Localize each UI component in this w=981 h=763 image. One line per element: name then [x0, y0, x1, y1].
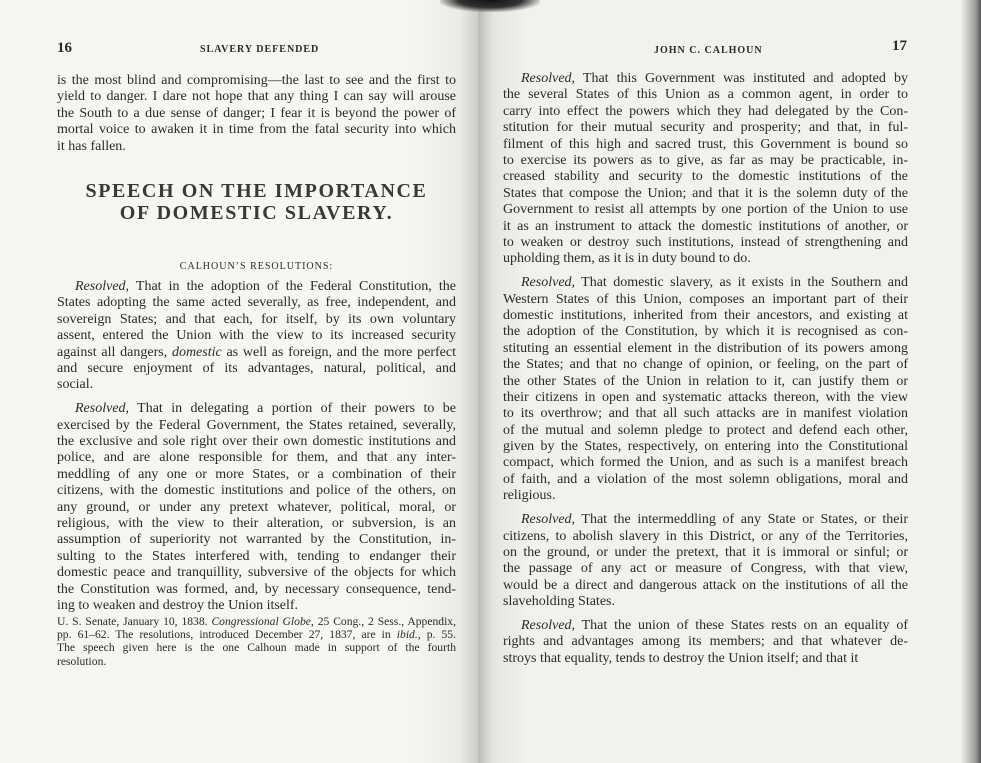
text-line: citizens, with the domestic institutions and police of the others, on [57, 483, 456, 499]
text-segment: pp. 61–62. The resolutions, introduced December 27, 1837, are in [57, 628, 397, 642]
resolution-paragraph [503, 275, 908, 504]
text-line: sovereign States; and that each, for itself, by its own voluntary [57, 311, 456, 327]
text-line: Government to resist all attempts by one portion of the Union to use [503, 202, 908, 218]
text-segment: p. 55. [420, 628, 456, 642]
text-line [503, 512, 908, 528]
resolution-paragraph [503, 618, 908, 667]
paragraph [57, 73, 456, 155]
text-line: religious. [503, 488, 556, 504]
text-line: would be a direct and dangerous attack on the institutions of all the [503, 577, 908, 593]
text-line: Western States of this Union, composes an important part of their [503, 291, 908, 307]
text-line: it as an instrument to attack the domestic institutions of another, or [503, 218, 908, 234]
text-line: mortal voice to awaken it in time from the fatal security into which [57, 122, 456, 138]
text-line: and secure enjoyment of its advantages, natural, political, and [57, 360, 456, 376]
text-line: given by the States, respectively, on entering into the Constitutional [503, 439, 908, 455]
text-line: creased stability and security to the domestic institutions of the [503, 169, 908, 185]
text-line: to weaken or destroy such institutions, instead of strengthening and [503, 234, 908, 250]
text-line: assumption of superiority not warranted by the Constitution, in- [57, 532, 456, 548]
text-segment: That domestic slavery, as it exists in the Southern and [575, 275, 908, 291]
italic-text: Resolved, [521, 275, 576, 291]
text-line: to its overthrow; and that all such attacks are in manifest violation [503, 406, 908, 422]
text-line: carry into effect the powers which they had delegated by the Con- [503, 103, 908, 119]
italic-text: Resolved, [75, 401, 130, 417]
text-line: rights and advantages among its members; and that whatever de- [503, 634, 908, 650]
running-head: JOHN C. CALHOUN [654, 45, 763, 56]
page-number: 17 [892, 38, 907, 54]
text-line: police, and are alone responsible for them, and that any inter- [57, 450, 456, 466]
text-segment: That the union of these States rests on an equality of [575, 618, 908, 633]
text-line: ing to weaken and destroy the Union itself. [57, 597, 299, 613]
speech-title-line1: SPEECH ON THE IMPORTANCE [85, 180, 428, 202]
text-line: assent, entered the Union with the view to its increased security [57, 328, 456, 344]
text-line: social. [57, 377, 94, 393]
running-head: SLAVERY DEFENDED [200, 44, 320, 55]
text-line: the other States of the Union in relation to it, can justify them or [503, 373, 908, 389]
text-line: filment of this high and sacred trust, this Government is bound so [503, 136, 908, 152]
text-line: the Constitution was formed, and, by necessary consequence, tend- [57, 581, 456, 597]
resolution-paragraph [57, 279, 456, 394]
text-line: resolution. [57, 654, 107, 668]
text-segment: That this Government was instituted and adopted by [575, 71, 908, 86]
text-line: stituting an essential element in the distribution of its powers among [503, 340, 908, 356]
text-line: it has fallen. [57, 138, 126, 154]
text-segment: That the intermeddling of any State or States, or their [575, 512, 908, 528]
text-segment: U. S. Senate, January 10, 1838. [57, 615, 212, 628]
text-line: the several States of this Union as a common agent, in order to [503, 87, 908, 103]
text-line: exercised by the Federal Government, the States retained, severally, [57, 417, 456, 433]
resolutions-right [503, 71, 908, 675]
text-line: yield to danger. I dare not hope that any thing I can say will arouse [57, 89, 456, 105]
text-line: meddling of any one or more States, or a combination of their [57, 466, 456, 482]
text-line: of the mutual and solemn pledge to protect and defend each other, [503, 422, 908, 438]
text-line: their citizens in open and systematic attacks thereon, with the view [503, 389, 908, 405]
text-line: upholding them, as it is in duty bound to do. [503, 251, 751, 267]
text-line: to exercise its powers as to give, as far as may be practicable, in- [503, 152, 908, 168]
text-line: religious, with the view to their alteration, or subversion, is an [57, 515, 456, 531]
left-page [0, 0, 478, 763]
italic-text: Resolved, [75, 279, 130, 294]
text-line: sulting to the States interfered with, tending to endanger their [57, 548, 456, 564]
text-line [503, 618, 908, 634]
resolution-paragraph [503, 512, 908, 610]
text-line: the exclusive and sole right over their own domestic institutions and [57, 434, 456, 450]
italic-text: domestic [171, 344, 222, 360]
text-line: slaveholding States. [503, 594, 615, 610]
text-line: the passage of any act or measure of Congress, with that view, [503, 561, 908, 577]
text-line: citizens, to abolish slavery in this District, or any of the Territories, [503, 528, 908, 544]
italic-text: Resolved, [521, 618, 576, 633]
resolution-paragraph [57, 401, 456, 614]
text-line: States adopting the same acted severally, as free, independent, and [57, 295, 456, 311]
footnote [57, 615, 456, 668]
text-segment: 25 Cong., 2 Sess., Appendix, [313, 615, 456, 628]
italic-text: Resolved, [521, 512, 576, 528]
text-line: of faith, and a violation of the most solemn obligations, moral and [503, 471, 908, 487]
italic-text: ibid., [396, 628, 421, 642]
text-line [57, 615, 456, 628]
resolution-paragraph [503, 71, 908, 268]
italic-text: Resolved, [521, 71, 576, 86]
text-line [503, 71, 908, 87]
text-segment: That in delegating a portion of their powers to be [129, 401, 456, 417]
text-line [57, 345, 456, 361]
text-line [57, 401, 456, 417]
text-line: any ground, or under any pretext whatever, political, moral, or [57, 499, 456, 515]
italic-text: Congressional Globe, [211, 615, 314, 628]
speech-title-line2: OF DOMESTIC SLAVERY. [119, 202, 394, 224]
text-line: stroys that equality, tends to destroy the Union itself; and that it [503, 650, 859, 666]
text-line: is the most blind and compromising—the last to see and the first to [57, 73, 456, 88]
text-line: The speech given here is the one Calhoun made in support of the fourth [57, 641, 456, 655]
text-line: stitution for their mutual security and prosperity; and that, in ful- [503, 120, 908, 136]
text-segment: That in the adoption of the Federal Constitution, the [129, 279, 456, 294]
right-page [478, 0, 981, 763]
text-line: on the ground, or under the pretext, that it is immoral or sinful; or [503, 544, 908, 560]
text-line: domestic institutions, inherited from their ancestors, and existing at [503, 307, 908, 323]
text-segment: as well as foreign, and the more perfect [221, 344, 456, 360]
section-subheading: CALHOUN’S RESOLUTIONS: [179, 261, 334, 272]
text-line: States that compose the Union; and that it is the solemn duty of the [503, 185, 908, 201]
text-line: compact, which formed the Union, and as such is a manifest breach [503, 455, 908, 471]
text-line [503, 275, 908, 291]
text-line [57, 279, 456, 295]
text-line: domestic peace and tranquillity, subversive of the objects for which [57, 565, 456, 581]
opening-paragraph [57, 73, 456, 162]
text-line: the States; and that no change of opinion, or feeling, on the part of [503, 357, 908, 373]
page-number: 16 [57, 40, 72, 56]
text-line: the South to a due sense of danger; I fear it is beyond the power of [57, 105, 456, 121]
text-line: the adoption of the Constitution, by which it is recognised as con- [503, 324, 908, 340]
binding-shadow [440, 0, 540, 12]
text-segment: against all dangers, [57, 344, 172, 360]
paragraph [57, 615, 456, 668]
text-line [57, 628, 456, 641]
resolutions-left [57, 279, 456, 622]
